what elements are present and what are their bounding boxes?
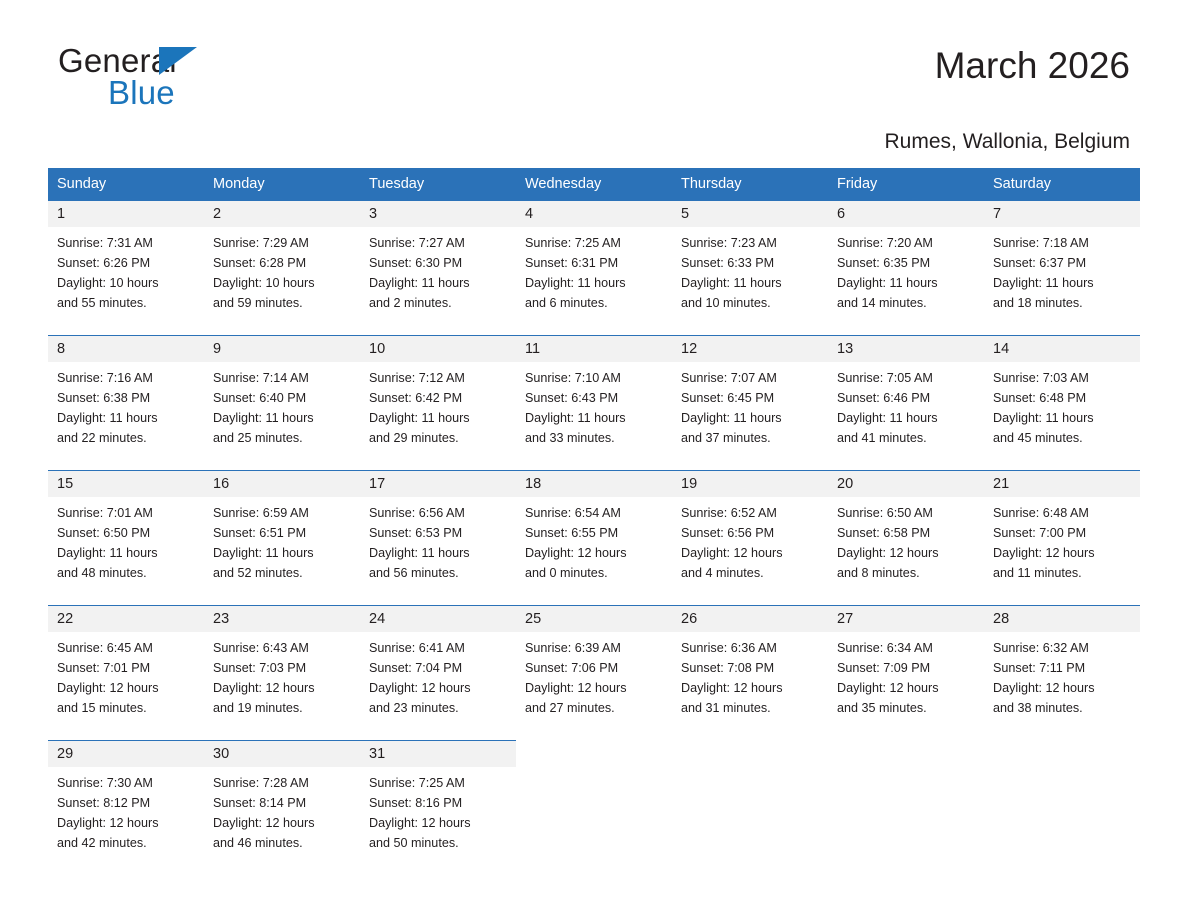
day-details [204, 227, 360, 314]
day-number: 12 [672, 335, 828, 362]
day-cell[interactable] [48, 200, 204, 335]
day-number: 2 [204, 200, 360, 227]
sunset-text: Sunset: 7:11 PM [993, 660, 1086, 675]
day-number: 17 [360, 470, 516, 497]
sunrise-text: Sunrise: 7:28 AM [213, 776, 309, 790]
day-details [516, 362, 672, 449]
day-cell-empty [984, 740, 1140, 875]
sunrise-text: Sunrise: 7:23 AM [681, 236, 777, 250]
daylight-text-line1: Daylight: 11 hours [837, 275, 938, 290]
daylight-text-line2: and 55 minutes. [57, 295, 147, 310]
day-details [516, 632, 672, 719]
day-cell[interactable] [204, 605, 360, 740]
day-number: 26 [672, 605, 828, 632]
day-details [360, 227, 516, 314]
day-number: 14 [984, 335, 1140, 362]
triangle-logo-icon [159, 47, 197, 75]
day-cell[interactable] [828, 335, 984, 470]
daylight-text-line2: and 45 minutes. [993, 430, 1083, 445]
sunrise-text: Sunrise: 7:30 AM [57, 776, 153, 790]
day-cell[interactable] [672, 335, 828, 470]
daylight-text-line1: Daylight: 11 hours [57, 410, 158, 425]
daylight-text-line2: and 23 minutes. [369, 700, 459, 715]
sunset-text: Sunset: 6:58 PM [837, 525, 931, 540]
day-details [48, 767, 204, 854]
day-details [204, 362, 360, 449]
sunset-text: Sunset: 6:56 PM [681, 525, 775, 540]
daylight-text-line1: Daylight: 12 hours [681, 545, 783, 560]
sunrise-text: Sunrise: 7:12 AM [369, 371, 465, 385]
sunrise-text: Sunrise: 6:34 AM [837, 641, 933, 655]
weekday-header-friday: Friday [828, 168, 984, 200]
sunrise-text: Sunrise: 6:32 AM [993, 641, 1089, 655]
sunrise-text: Sunrise: 7:20 AM [837, 236, 933, 250]
sunrise-text: Sunrise: 6:45 AM [57, 641, 153, 655]
day-number: 16 [204, 470, 360, 497]
daylight-text-line2: and 59 minutes. [213, 295, 303, 310]
sunrise-text: Sunrise: 6:59 AM [213, 506, 309, 520]
daylight-text-line2: and 2 minutes. [369, 295, 452, 310]
day-number: 4 [516, 200, 672, 227]
sunrise-text: Sunrise: 6:50 AM [837, 506, 933, 520]
sunset-text: Sunset: 6:28 PM [213, 255, 307, 270]
calendar-table [48, 168, 1140, 875]
day-number: 22 [48, 605, 204, 632]
daylight-text-line1: Daylight: 12 hours [525, 545, 627, 560]
sunset-text: Sunset: 7:06 PM [525, 660, 619, 675]
weekday-header-monday: Monday [204, 168, 360, 200]
daylight-text-line1: Daylight: 11 hours [213, 545, 314, 560]
sunset-text: Sunset: 6:26 PM [57, 255, 151, 270]
sunrise-text: Sunrise: 7:10 AM [525, 371, 621, 385]
sunrise-text: Sunrise: 7:25 AM [369, 776, 465, 790]
daylight-text-line1: Daylight: 11 hours [993, 410, 1094, 425]
sunrise-text: Sunrise: 7:01 AM [57, 506, 153, 520]
day-cell[interactable] [672, 470, 828, 605]
brand-name-general: General [58, 42, 177, 79]
daylight-text-line2: and 38 minutes. [993, 700, 1083, 715]
day-details [828, 227, 984, 314]
day-number: 8 [48, 335, 204, 362]
sunrise-text: Sunrise: 7:05 AM [837, 371, 933, 385]
day-cell[interactable] [828, 470, 984, 605]
day-number: 5 [672, 200, 828, 227]
daylight-text-line1: Daylight: 12 hours [837, 680, 939, 695]
daylight-text-line1: Daylight: 12 hours [57, 680, 159, 695]
day-details [984, 227, 1140, 314]
daylight-text-line2: and 11 minutes. [993, 565, 1082, 580]
location-subtitle: Rumes, Wallonia, Belgium [884, 130, 1130, 153]
sunset-text: Sunset: 6:31 PM [525, 255, 619, 270]
sunrise-text: Sunrise: 6:52 AM [681, 506, 777, 520]
day-details [204, 497, 360, 584]
sunset-text: Sunset: 8:14 PM [213, 795, 307, 810]
daylight-text-line2: and 18 minutes. [993, 295, 1083, 310]
day-details [672, 497, 828, 584]
sunrise-text: Sunrise: 6:39 AM [525, 641, 621, 655]
day-details [984, 497, 1140, 584]
daylight-text-line1: Daylight: 11 hours [681, 275, 782, 290]
calendar-week-row [48, 200, 1140, 335]
sunset-text: Sunset: 7:01 PM [57, 660, 151, 675]
sunrise-text: Sunrise: 7:07 AM [681, 371, 777, 385]
weekday-header-thursday: Thursday [672, 168, 828, 200]
sunset-text: Sunset: 8:12 PM [57, 795, 151, 810]
day-cell[interactable] [204, 200, 360, 335]
daylight-text-line2: and 50 minutes. [369, 835, 459, 850]
sunset-text: Sunset: 6:48 PM [993, 390, 1087, 405]
sunset-text: Sunset: 6:35 PM [837, 255, 931, 270]
daylight-text-line2: and 15 minutes. [57, 700, 147, 715]
day-cell[interactable] [984, 470, 1140, 605]
daylight-text-line1: Daylight: 12 hours [993, 545, 1095, 560]
day-cell[interactable] [48, 470, 204, 605]
calendar-body [48, 200, 1140, 875]
day-cell[interactable] [984, 335, 1140, 470]
weekday-header-row [48, 168, 1140, 200]
day-details [828, 632, 984, 719]
day-cell[interactable] [516, 605, 672, 740]
day-details [360, 497, 516, 584]
daylight-text-line2: and 41 minutes. [837, 430, 927, 445]
sunrise-text: Sunrise: 6:54 AM [525, 506, 621, 520]
daylight-text-line2: and 4 minutes. [681, 565, 764, 580]
day-number: 13 [828, 335, 984, 362]
daylight-text-line2: and 33 minutes. [525, 430, 615, 445]
daylight-text-line2: and 31 minutes. [681, 700, 771, 715]
daylight-text-line2: and 10 minutes. [681, 295, 771, 310]
sunset-text: Sunset: 6:55 PM [525, 525, 619, 540]
day-cell[interactable] [360, 605, 516, 740]
day-details [204, 767, 360, 854]
day-cell[interactable] [360, 200, 516, 335]
daylight-text-line2: and 29 minutes. [369, 430, 459, 445]
daylight-text-line1: Daylight: 12 hours [369, 680, 471, 695]
sunrise-text: Sunrise: 6:36 AM [681, 641, 777, 655]
sunrise-text: Sunrise: 7:25 AM [525, 236, 621, 250]
sunset-text: Sunset: 7:00 PM [993, 525, 1087, 540]
sunset-text: Sunset: 8:16 PM [369, 795, 463, 810]
daylight-text-line2: and 19 minutes. [213, 700, 303, 715]
day-cell[interactable] [984, 200, 1140, 335]
daylight-text-line1: Daylight: 11 hours [837, 410, 938, 425]
sunrise-text: Sunrise: 7:31 AM [57, 236, 153, 250]
sunset-text: Sunset: 7:09 PM [837, 660, 931, 675]
day-details [828, 362, 984, 449]
daylight-text-line1: Daylight: 12 hours [57, 815, 159, 830]
daylight-text-line1: Daylight: 11 hours [213, 410, 314, 425]
daylight-text-line2: and 37 minutes. [681, 430, 771, 445]
weekday-header-wednesday: Wednesday [516, 168, 672, 200]
sunset-text: Sunset: 6:33 PM [681, 255, 775, 270]
day-cell[interactable] [360, 335, 516, 470]
daylight-text-line1: Daylight: 11 hours [525, 275, 626, 290]
brand-name-blue: Blue [108, 74, 175, 111]
day-number: 6 [828, 200, 984, 227]
day-number: 18 [516, 470, 672, 497]
sunset-text: Sunset: 7:08 PM [681, 660, 775, 675]
sunset-text: Sunset: 6:40 PM [213, 390, 307, 405]
day-number: 30 [204, 740, 360, 767]
daylight-text-line1: Daylight: 11 hours [681, 410, 782, 425]
day-details [984, 632, 1140, 719]
day-cell-empty [516, 740, 672, 875]
day-number: 23 [204, 605, 360, 632]
day-details [360, 767, 516, 854]
sunset-text: Sunset: 6:30 PM [369, 255, 463, 270]
sunset-text: Sunset: 7:03 PM [213, 660, 307, 675]
daylight-text-line1: Daylight: 12 hours [993, 680, 1095, 695]
day-cell[interactable] [48, 335, 204, 470]
sunset-text: Sunset: 6:38 PM [57, 390, 151, 405]
day-number: 25 [516, 605, 672, 632]
day-number: 20 [828, 470, 984, 497]
day-cell-empty [672, 740, 828, 875]
sunset-text: Sunset: 7:04 PM [369, 660, 463, 675]
day-details [48, 362, 204, 449]
day-number: 10 [360, 335, 516, 362]
day-cell[interactable] [516, 200, 672, 335]
daylight-text-line1: Daylight: 10 hours [213, 275, 315, 290]
day-cell[interactable] [828, 605, 984, 740]
sunrise-text: Sunrise: 6:48 AM [993, 506, 1089, 520]
day-cell[interactable] [48, 605, 204, 740]
brand-logo [58, 44, 208, 110]
daylight-text-line2: and 25 minutes. [213, 430, 303, 445]
weekday-header-tuesday: Tuesday [360, 168, 516, 200]
day-number: 21 [984, 470, 1140, 497]
day-details [48, 227, 204, 314]
sunrise-text: Sunrise: 7:03 AM [993, 371, 1089, 385]
daylight-text-line1: Daylight: 12 hours [213, 815, 315, 830]
sunrise-text: Sunrise: 7:18 AM [993, 236, 1089, 250]
day-number: 29 [48, 740, 204, 767]
day-details [516, 227, 672, 314]
calendar-week-row [48, 740, 1140, 875]
title-block [935, 44, 1130, 87]
day-cell[interactable] [516, 335, 672, 470]
day-cell-empty [828, 740, 984, 875]
day-cell[interactable] [828, 200, 984, 335]
day-details [48, 632, 204, 719]
daylight-text-line1: Daylight: 11 hours [369, 545, 470, 560]
daylight-text-line2: and 0 minutes. [525, 565, 608, 580]
sunset-text: Sunset: 6:45 PM [681, 390, 775, 405]
day-cell[interactable] [360, 740, 516, 875]
day-details [360, 632, 516, 719]
sunset-text: Sunset: 6:42 PM [369, 390, 463, 405]
daylight-text-line1: Daylight: 11 hours [525, 410, 626, 425]
weekday-header-sunday: Sunday [48, 168, 204, 200]
sunset-text: Sunset: 6:46 PM [837, 390, 931, 405]
day-details [672, 632, 828, 719]
sunset-text: Sunset: 6:51 PM [213, 525, 307, 540]
daylight-text-line2: and 52 minutes. [213, 565, 303, 580]
day-number: 3 [360, 200, 516, 227]
daylight-text-line2: and 6 minutes. [525, 295, 608, 310]
calendar-week-row [48, 605, 1140, 740]
day-number: 28 [984, 605, 1140, 632]
calendar-week-row [48, 470, 1140, 605]
daylight-text-line1: Daylight: 10 hours [57, 275, 159, 290]
day-cell[interactable] [360, 470, 516, 605]
day-number: 15 [48, 470, 204, 497]
day-details [672, 227, 828, 314]
day-cell[interactable] [204, 470, 360, 605]
daylight-text-line2: and 56 minutes. [369, 565, 459, 580]
daylight-text-line1: Daylight: 11 hours [57, 545, 158, 560]
day-details [204, 632, 360, 719]
page-header [0, 0, 1188, 110]
day-cell[interactable] [48, 740, 204, 875]
day-cell[interactable] [516, 470, 672, 605]
day-number: 19 [672, 470, 828, 497]
day-number: 1 [48, 200, 204, 227]
day-details [984, 362, 1140, 449]
weekday-header-saturday: Saturday [984, 168, 1140, 200]
calendar-week-row [48, 335, 1140, 470]
daylight-text-line2: and 27 minutes. [525, 700, 615, 715]
sunset-text: Sunset: 6:43 PM [525, 390, 619, 405]
day-number: 9 [204, 335, 360, 362]
daylight-text-line1: Daylight: 12 hours [525, 680, 627, 695]
daylight-text-line1: Daylight: 12 hours [213, 680, 315, 695]
sunrise-text: Sunrise: 7:29 AM [213, 236, 309, 250]
sunrise-text: Sunrise: 6:43 AM [213, 641, 309, 655]
day-cell[interactable] [204, 335, 360, 470]
daylight-text-line1: Daylight: 11 hours [369, 410, 470, 425]
sunrise-text: Sunrise: 6:56 AM [369, 506, 465, 520]
day-number: 27 [828, 605, 984, 632]
daylight-text-line1: Daylight: 12 hours [369, 815, 471, 830]
daylight-text-line2: and 8 minutes. [837, 565, 920, 580]
sunset-text: Sunset: 6:50 PM [57, 525, 151, 540]
day-details [828, 497, 984, 584]
sunrise-text: Sunrise: 7:27 AM [369, 236, 465, 250]
day-cell[interactable] [984, 605, 1140, 740]
day-number: 24 [360, 605, 516, 632]
day-details [360, 362, 516, 449]
day-details [672, 362, 828, 449]
day-details [48, 497, 204, 584]
sunset-text: Sunset: 6:53 PM [369, 525, 463, 540]
daylight-text-line1: Daylight: 12 hours [681, 680, 783, 695]
day-cell[interactable] [204, 740, 360, 875]
daylight-text-line2: and 48 minutes. [57, 565, 147, 580]
daylight-text-line2: and 42 minutes. [57, 835, 147, 850]
daylight-text-line2: and 35 minutes. [837, 700, 927, 715]
daylight-text-line1: Daylight: 11 hours [369, 275, 470, 290]
page-title: March 2026 [934, 45, 1130, 86]
sunrise-text: Sunrise: 6:41 AM [369, 641, 465, 655]
daylight-text-line2: and 22 minutes. [57, 430, 147, 445]
day-number: 11 [516, 335, 672, 362]
day-details [516, 497, 672, 584]
sunset-text: Sunset: 6:37 PM [993, 255, 1087, 270]
sunrise-text: Sunrise: 7:14 AM [213, 371, 309, 385]
daylight-text-line1: Daylight: 11 hours [993, 275, 1094, 290]
day-number: 7 [984, 200, 1140, 227]
daylight-text-line2: and 14 minutes. [837, 295, 927, 310]
sunrise-text: Sunrise: 7:16 AM [57, 371, 153, 385]
day-cell[interactable] [672, 200, 828, 335]
daylight-text-line2: and 46 minutes. [213, 835, 303, 850]
daylight-text-line1: Daylight: 12 hours [837, 545, 939, 560]
day-cell[interactable] [672, 605, 828, 740]
day-number: 31 [360, 740, 516, 767]
